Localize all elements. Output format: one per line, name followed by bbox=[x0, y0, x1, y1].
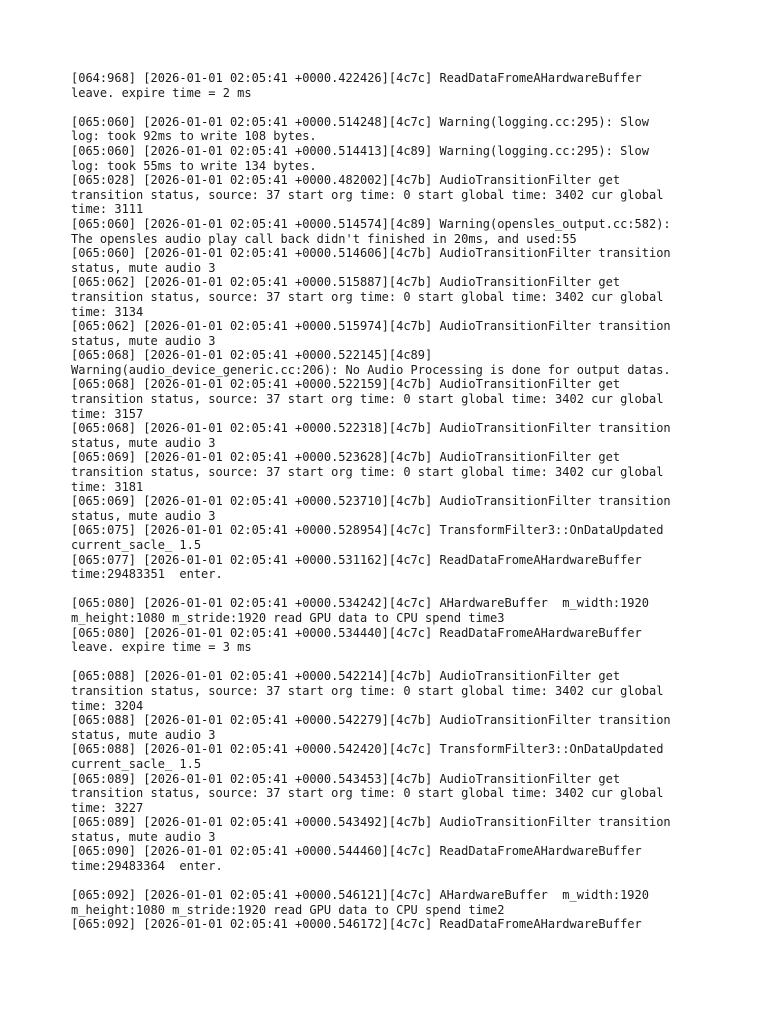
log-line: [065:088] [2026-01-01 02:05:41 +0000.542214][4c7b] AudioTransitionFilter get bbox=[71, 669, 621, 684]
log-line: [065:092] [2026-01-01 02:05:41 +0000.546172][4c7c] ReadDataFromeAHardwareBuffer bbox=[71, 917, 642, 932]
log-line: [065:080] [2026-01-01 02:05:41 +0000.534440][4c7c] ReadDataFromeAHardwareBuffer bbox=[71, 625, 642, 640]
log-line: status, mute audio 3 bbox=[71, 333, 216, 348]
log-line: transition status, source: 37 start org time: 0 start global time: 3402 cur global bbox=[71, 289, 664, 304]
log-line: transition status, source: 37 start org time: 0 start global time: 3402 cur global bbox=[71, 786, 664, 801]
log-line: [065:062] [2026-01-01 02:05:41 +0000.515974][4c7b] AudioTransitionFilter transition bbox=[71, 319, 671, 334]
blank-line bbox=[71, 582, 731, 597]
log-line: log: took 92ms to write 108 bytes. bbox=[71, 129, 317, 144]
log-line: [065:077] [2026-01-01 02:05:41 +0000.531162][4c7c] ReadDataFromeAHardwareBuffer bbox=[71, 552, 642, 567]
log-line: [065:069] [2026-01-01 02:05:41 +0000.523628][4c7b] AudioTransitionFilter get bbox=[71, 450, 621, 465]
log-line: [065:068] [2026-01-01 02:05:41 +0000.522159][4c7b] AudioTransitionFilter get bbox=[71, 377, 621, 392]
log-line: [065:092] [2026-01-01 02:05:41 +0000.546121][4c7c] AHardwareBuffer m_width:1920 bbox=[71, 888, 649, 903]
blank-line bbox=[71, 100, 731, 115]
log-line: [065:060] [2026-01-01 02:05:41 +0000.514574][4c89] Warning(opensles_output.cc:582): bbox=[71, 216, 671, 231]
log-line: leave. expire time = 3 ms bbox=[71, 640, 252, 655]
blank-line bbox=[71, 655, 731, 670]
log-line: [065:060] [2026-01-01 02:05:41 +0000.514606][4c7b] AudioTransitionFilter transition bbox=[71, 246, 671, 261]
log-text-body bbox=[71, 71, 731, 932]
log-line: log: took 55ms to write 134 bytes. bbox=[71, 158, 317, 173]
log-line: [065:060] [2026-01-01 02:05:41 +0000.514413][4c89] Warning(logging.cc:295): Slow bbox=[71, 143, 649, 158]
log-line: m_height:1080 m_stride:1920 read GPU data to CPU spend time3 bbox=[71, 610, 505, 625]
log-line: m_height:1080 m_stride:1920 read GPU data to CPU spend time2 bbox=[71, 902, 505, 917]
log-line: status, mute audio 3 bbox=[71, 435, 216, 450]
log-line: transition status, source: 37 start org time: 0 start global time: 3402 cur global bbox=[71, 392, 664, 407]
log-line: time: 3157 bbox=[71, 406, 144, 421]
log-line: leave. expire time = 2 ms bbox=[71, 85, 252, 100]
log-line: transition status, source: 37 start org time: 0 start global time: 3402 cur global bbox=[71, 465, 664, 480]
log-line: transition status, source: 37 start org time: 0 start global time: 3402 cur global bbox=[71, 187, 664, 202]
log-line: [065:060] [2026-01-01 02:05:41 +0000.514248][4c7c] Warning(logging.cc:295): Slow bbox=[71, 114, 649, 129]
log-line: [065:068] [2026-01-01 02:05:41 +0000.522145][4c89] bbox=[71, 348, 433, 363]
log-line: transition status, source: 37 start org time: 0 start global time: 3402 cur global bbox=[71, 683, 664, 698]
log-line: [064:968] [2026-01-01 02:05:41 +0000.422426][4c7c] ReadDataFromeAHardwareBuffer bbox=[71, 71, 642, 85]
log-line: [065:089] [2026-01-01 02:05:41 +0000.543453][4c7b] AudioTransitionFilter get bbox=[71, 771, 621, 786]
log-line: time: 3134 bbox=[71, 304, 144, 319]
log-line: time: 3204 bbox=[71, 698, 144, 713]
log-line: [065:090] [2026-01-01 02:05:41 +0000.544460][4c7c] ReadDataFromeAHardwareBuffer bbox=[71, 844, 642, 859]
log-line: status, mute audio 3 bbox=[71, 727, 216, 742]
log-line: current_sacle_ 1.5 bbox=[71, 538, 202, 552]
log-line: time: 3111 bbox=[71, 202, 144, 217]
log-line: [065:069] [2026-01-01 02:05:41 +0000.523710][4c7b] AudioTransitionFilter transition bbox=[71, 494, 671, 509]
log-line: [065:088] [2026-01-01 02:05:41 +0000.542279][4c7b] AudioTransitionFilter transition bbox=[71, 713, 671, 728]
log-line: time: 3227 bbox=[71, 800, 144, 815]
log-line: current_sacle_ 1.5 bbox=[71, 756, 202, 771]
blank-line bbox=[71, 874, 731, 889]
log-line: time: 3181 bbox=[71, 479, 144, 494]
log-line: [065:028] [2026-01-01 02:05:41 +0000.482002][4c7b] AudioTransitionFilter get bbox=[71, 173, 621, 188]
log-line: status, mute audio 3 bbox=[71, 508, 216, 523]
log-line: [065:075] [2026-01-01 02:05:41 +0000.528954][4c7c] TransformFilter3::OnDataUpdated bbox=[71, 523, 664, 538]
log-line: time:29483351 enter. bbox=[71, 567, 223, 582]
log-line: status, mute audio 3 bbox=[71, 829, 216, 844]
log-line: [065:062] [2026-01-01 02:05:41 +0000.515887][4c7b] AudioTransitionFilter get bbox=[71, 275, 621, 290]
log-line: Warning(audio_device_generic.cc:206): No Audio Processing is done for output datas. bbox=[71, 362, 671, 377]
log-line: [065:068] [2026-01-01 02:05:41 +0000.522318][4c7b] AudioTransitionFilter transition bbox=[71, 421, 671, 436]
log-line: [065:089] [2026-01-01 02:05:41 +0000.543492][4c7b] AudioTransitionFilter transition bbox=[71, 815, 671, 830]
log-line: [065:088] [2026-01-01 02:05:41 +0000.542420][4c7c] TransformFilter3::OnDataUpdated bbox=[71, 742, 664, 757]
log-line: status, mute audio 3 bbox=[71, 260, 216, 275]
log-line: time:29483364 enter. bbox=[71, 859, 223, 874]
log-line: The opensles audio play call back didn't finished in 20ms, and used:55 bbox=[71, 231, 577, 246]
log-line: [065:080] [2026-01-01 02:05:41 +0000.534242][4c7c] AHardwareBuffer m_width:1920 bbox=[71, 596, 649, 611]
